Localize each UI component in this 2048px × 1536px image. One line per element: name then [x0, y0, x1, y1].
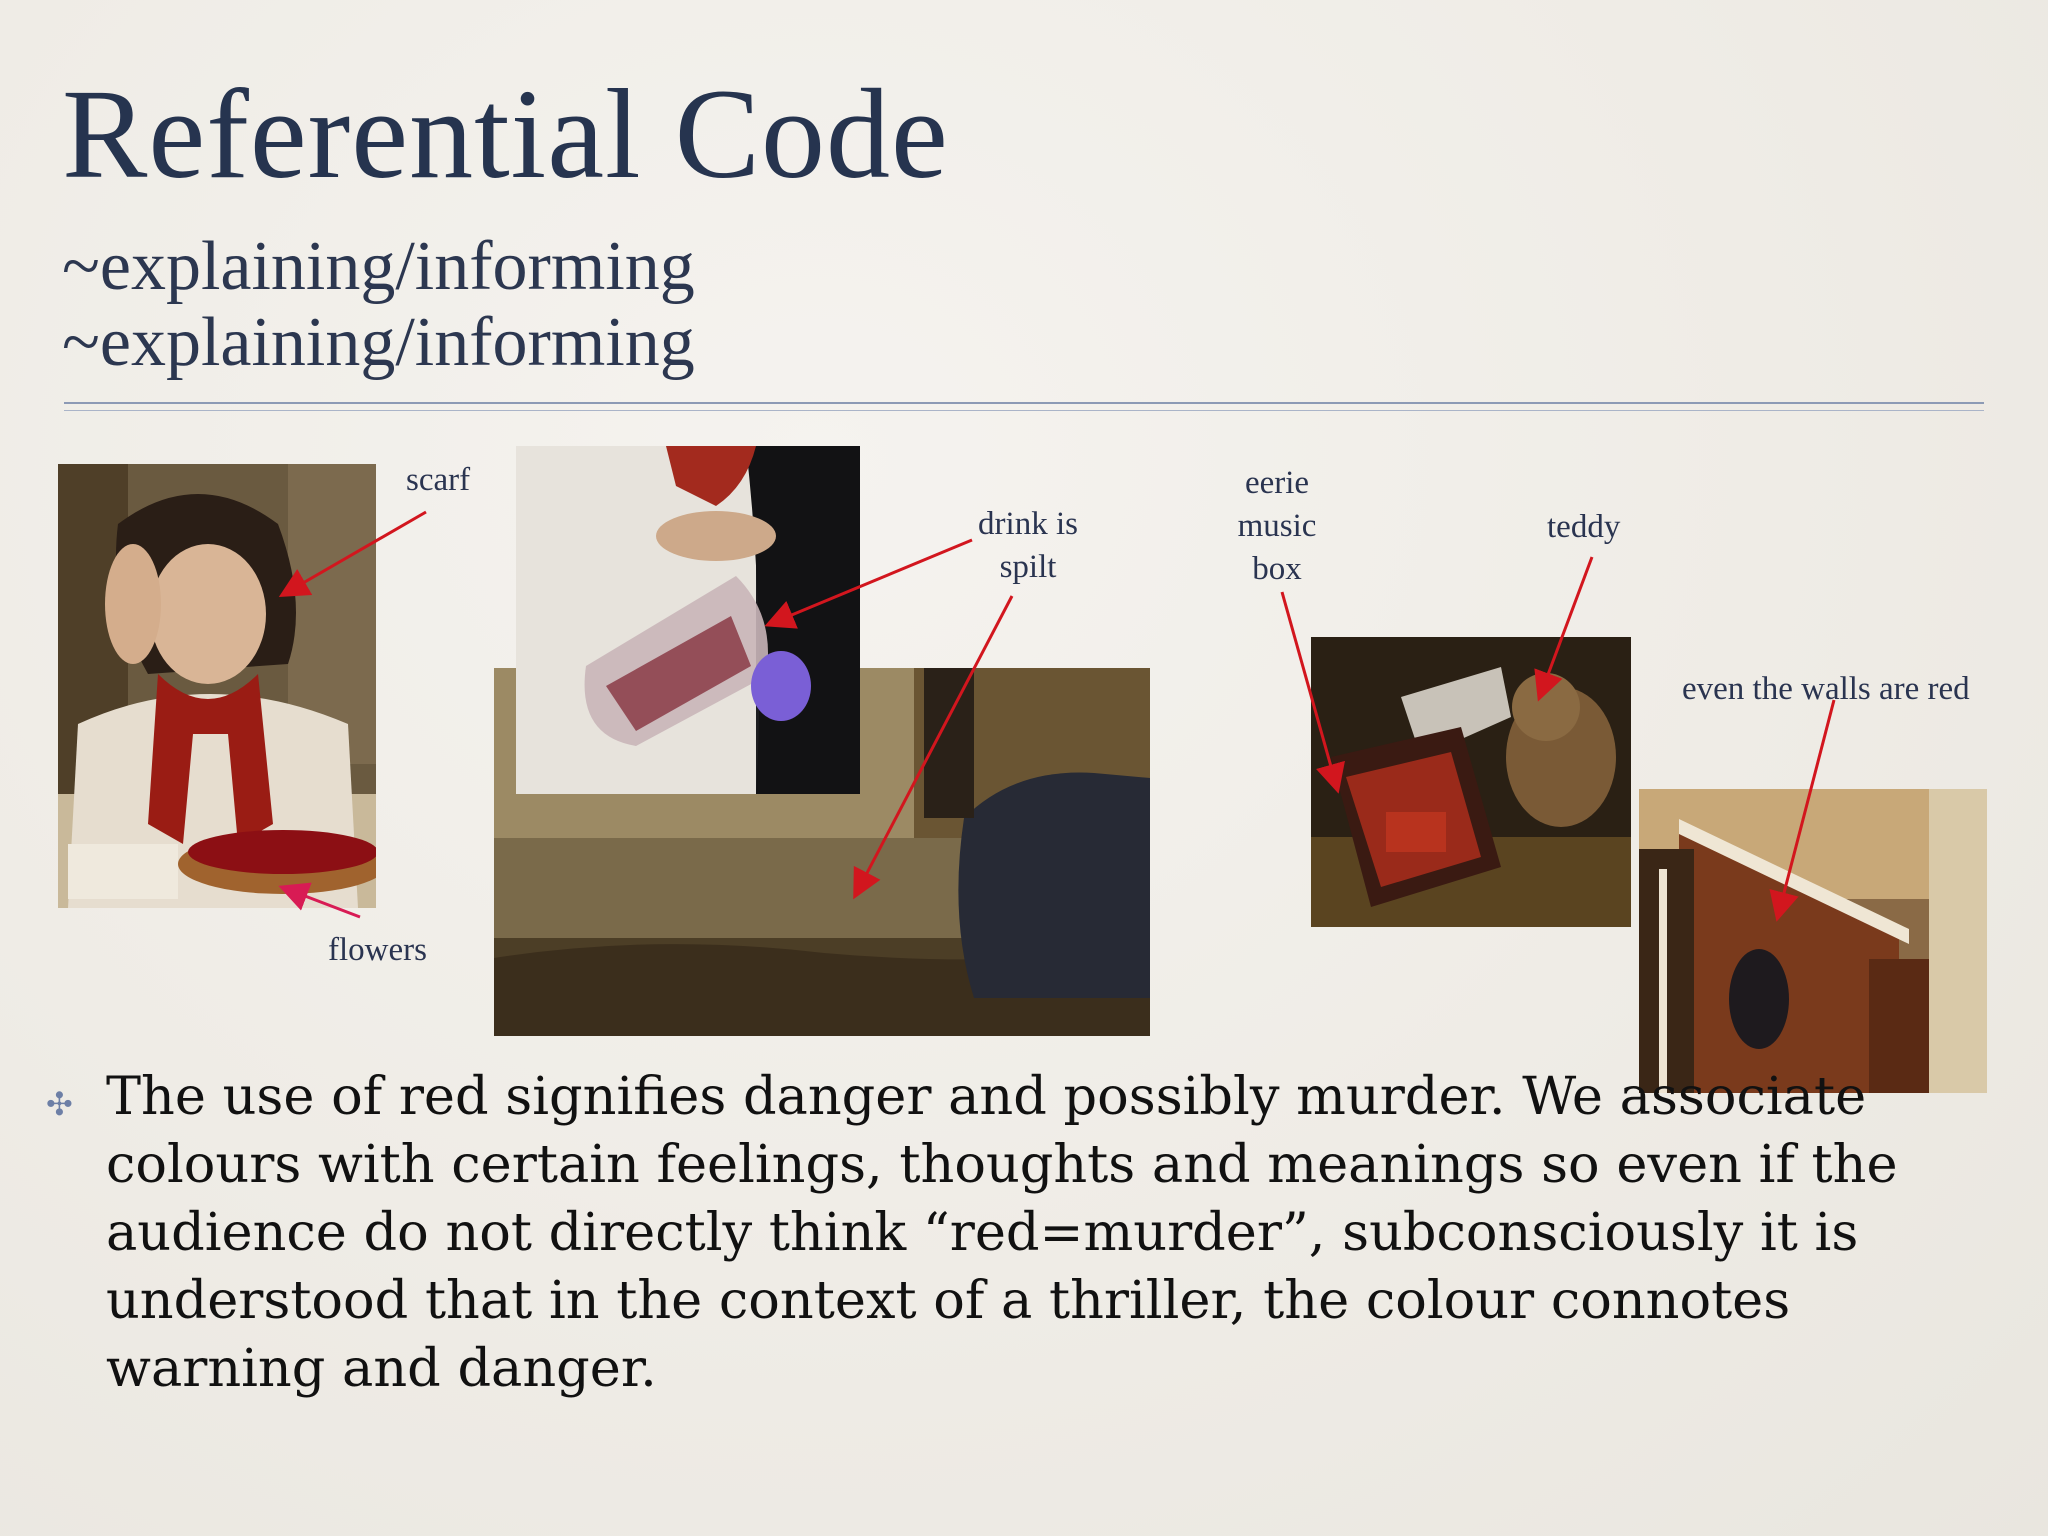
label-drink-spilt [966, 503, 1090, 589]
spill-arrow [856, 596, 1012, 894]
slide-title: Referential Code [62, 63, 949, 205]
label-flowers: flowers [328, 932, 427, 968]
fleur-bullet-icon: ✣ [46, 1085, 73, 1123]
label-eerie-music-box [1222, 462, 1332, 591]
body-line-1: The use of red signifies danger and possibly murder. We associate [106, 1066, 1867, 1127]
flowers-arrow [284, 888, 360, 917]
body-line-2: colours with certain feelings, thoughts and meanings so even if the [106, 1134, 1898, 1195]
teddy-arrow [1540, 557, 1592, 696]
music-box-arrow [1282, 592, 1337, 788]
jug-arrow [770, 540, 972, 624]
body-paragraph [106, 1063, 1906, 1403]
slide-subtitle-2: ~explaining/informing [62, 304, 695, 381]
walls-arrow [1778, 700, 1834, 916]
scarf-arrow [284, 512, 426, 594]
label-drink-line-2: spilt [999, 549, 1057, 585]
label-eerie-line-1: eerie [1244, 465, 1310, 501]
slide-subtitle-1: ~explaining/informing [62, 228, 695, 305]
body-line-4: understood that in the context of a thriller, the colour connotes [106, 1270, 1791, 1331]
label-eerie-line-2: music [1237, 508, 1317, 544]
body-line-3: audience do not directly think “red=murder”, subconsciously it is [106, 1202, 1859, 1263]
label-scarf: scarf [406, 462, 471, 498]
label-walls-red: even the walls are red [1682, 671, 1970, 707]
label-teddy: teddy [1547, 509, 1621, 545]
body-line-5: warning and danger. [106, 1338, 657, 1399]
label-eerie-line-3: box [1252, 551, 1302, 587]
label-drink-line-1: drink is [978, 506, 1078, 542]
